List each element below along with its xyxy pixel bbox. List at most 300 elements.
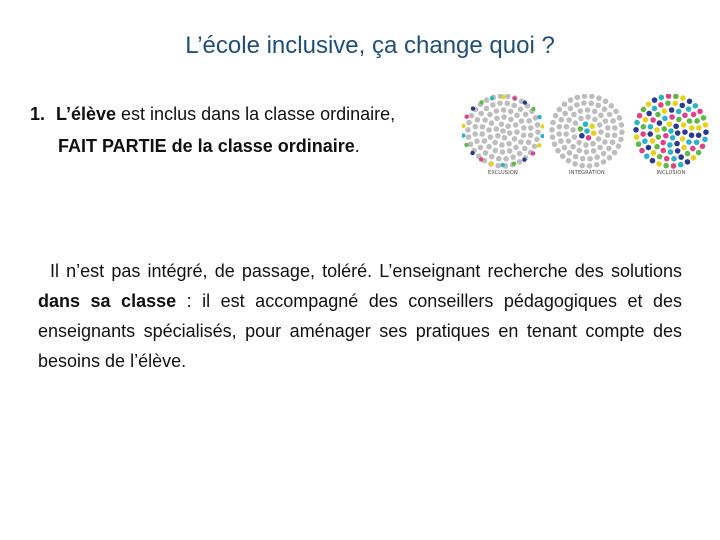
excluded-dot xyxy=(540,134,544,138)
dot xyxy=(572,161,578,167)
dot xyxy=(532,144,538,150)
dot xyxy=(681,122,687,128)
dot xyxy=(694,139,700,145)
dot xyxy=(495,163,501,169)
dot xyxy=(608,103,614,109)
dot xyxy=(671,156,677,162)
dot xyxy=(616,144,622,150)
excluded-dot xyxy=(462,133,466,137)
dot xyxy=(703,129,709,135)
dot xyxy=(517,159,523,165)
page-title: L’école inclusive, ça change quoi ? xyxy=(185,32,555,59)
dot xyxy=(606,146,612,152)
dot xyxy=(591,130,597,136)
dot xyxy=(701,115,707,121)
dot xyxy=(619,129,625,135)
point-number: 1. xyxy=(30,104,46,124)
dot xyxy=(673,94,679,99)
dot xyxy=(694,118,700,124)
dot xyxy=(586,135,592,141)
dot xyxy=(514,129,520,135)
dot xyxy=(670,135,676,141)
dot xyxy=(671,163,677,169)
dot xyxy=(644,153,650,159)
dot xyxy=(685,151,691,157)
point-line2-bold: FAIT PARTIE de la classe ordinaire xyxy=(58,136,355,156)
dot xyxy=(697,109,703,115)
dot xyxy=(654,144,660,150)
excluded-dot xyxy=(462,124,466,128)
excluded-dot xyxy=(512,96,516,100)
dot xyxy=(533,115,539,121)
excluded-dot xyxy=(489,161,493,165)
dot xyxy=(613,109,619,115)
dot xyxy=(563,131,569,137)
dot xyxy=(535,129,541,135)
dot xyxy=(494,108,500,114)
dot xyxy=(659,95,665,101)
excluded-dot xyxy=(522,158,526,162)
dot xyxy=(489,154,495,160)
dot xyxy=(696,150,702,156)
dot xyxy=(558,138,564,144)
point-1-line2 xyxy=(30,130,460,162)
dot xyxy=(496,156,502,162)
dot xyxy=(654,127,660,133)
dot xyxy=(642,138,648,144)
dot xyxy=(553,113,559,119)
exclusion-circle-image xyxy=(462,94,544,170)
dot xyxy=(601,159,607,165)
dot xyxy=(499,121,505,127)
dot xyxy=(504,101,510,107)
dot xyxy=(566,117,572,123)
dot xyxy=(502,135,508,141)
dot xyxy=(680,95,686,101)
dot xyxy=(603,118,609,124)
dot xyxy=(610,118,616,124)
dot xyxy=(650,117,656,123)
excluded-dot xyxy=(479,100,483,104)
dot xyxy=(514,112,520,118)
dot xyxy=(578,108,584,114)
dot xyxy=(647,131,653,137)
excluded-dot xyxy=(537,115,541,119)
point-1 xyxy=(30,98,460,162)
dot xyxy=(610,139,616,145)
dot xyxy=(663,163,669,169)
dot xyxy=(495,133,501,139)
dot xyxy=(617,115,623,121)
dot xyxy=(637,113,643,119)
dot xyxy=(687,118,693,124)
excluded-dot xyxy=(540,124,544,128)
integration-caption: INTEGRATION xyxy=(568,170,605,176)
dot xyxy=(585,107,591,113)
dot xyxy=(526,118,532,124)
dot xyxy=(468,141,474,147)
dot xyxy=(555,148,561,154)
dot xyxy=(579,163,585,169)
dot xyxy=(466,134,472,140)
dot xyxy=(521,132,527,138)
dot xyxy=(505,94,511,99)
dot xyxy=(686,106,692,112)
dot xyxy=(564,124,570,130)
dot xyxy=(584,128,590,134)
dot xyxy=(673,123,679,129)
inclusion-caption: INCLUSION xyxy=(656,170,686,176)
dot xyxy=(521,125,527,131)
dot xyxy=(592,109,598,115)
dot xyxy=(570,127,576,133)
dot xyxy=(482,138,488,144)
dot xyxy=(657,154,663,160)
dot xyxy=(576,140,582,146)
dot xyxy=(591,148,597,154)
dot xyxy=(595,103,601,109)
dot xyxy=(587,156,593,162)
dot xyxy=(568,106,574,112)
dot xyxy=(508,117,514,123)
dot xyxy=(583,142,589,148)
dot xyxy=(466,120,472,126)
dot xyxy=(689,125,695,131)
dot xyxy=(651,150,657,156)
dot xyxy=(519,118,525,124)
dot xyxy=(667,142,673,148)
dot xyxy=(602,106,608,112)
dot xyxy=(501,114,507,120)
excluded-dot xyxy=(471,106,475,110)
dot xyxy=(500,128,506,134)
dot xyxy=(513,145,519,151)
dot xyxy=(475,117,481,123)
dot xyxy=(597,145,603,151)
exclusion-diagram xyxy=(462,94,544,180)
excluded-dot xyxy=(501,95,505,99)
dot xyxy=(578,126,584,132)
dot xyxy=(675,148,681,154)
dot xyxy=(605,132,611,138)
dot xyxy=(656,161,662,167)
dot xyxy=(652,106,658,112)
dot xyxy=(674,141,680,147)
dot xyxy=(552,141,558,147)
dot xyxy=(662,126,668,132)
dot xyxy=(478,111,484,117)
dot xyxy=(503,156,509,162)
dot xyxy=(668,149,674,155)
dot xyxy=(687,99,693,105)
dot xyxy=(692,103,698,109)
dot xyxy=(662,108,668,114)
excluded-dot xyxy=(512,161,516,165)
dot xyxy=(556,131,562,137)
dot xyxy=(472,131,478,137)
dot xyxy=(633,127,639,133)
dot xyxy=(507,130,513,136)
dot xyxy=(560,153,566,159)
dot xyxy=(646,101,652,107)
dot xyxy=(568,97,574,103)
excluded-dot xyxy=(501,163,505,167)
dot xyxy=(669,114,675,120)
dot xyxy=(528,125,534,131)
dot xyxy=(474,138,480,144)
dot xyxy=(581,100,587,106)
dot xyxy=(691,155,697,161)
dot xyxy=(596,95,602,101)
excluded-dot xyxy=(464,143,468,147)
dot xyxy=(567,150,573,156)
dot xyxy=(557,107,563,113)
excluded-dot xyxy=(490,96,494,100)
dot xyxy=(590,141,596,147)
dot xyxy=(526,139,532,145)
dot xyxy=(605,125,611,131)
dot xyxy=(648,124,654,130)
dot xyxy=(559,117,565,123)
dot xyxy=(494,116,500,122)
dot xyxy=(562,111,568,117)
dot xyxy=(505,123,511,129)
dot xyxy=(508,109,514,115)
dot xyxy=(588,101,594,107)
dot xyxy=(492,140,498,146)
dot xyxy=(562,145,568,151)
dot xyxy=(484,106,490,112)
dot xyxy=(676,117,682,123)
dot xyxy=(618,137,624,143)
dot xyxy=(584,149,590,155)
dot xyxy=(656,134,662,140)
dot xyxy=(501,107,507,113)
dot xyxy=(639,148,645,154)
dot xyxy=(550,134,556,140)
dot xyxy=(587,163,593,169)
dot xyxy=(506,141,512,147)
dot xyxy=(469,113,475,119)
dot xyxy=(473,124,479,130)
inclusion-circle-image xyxy=(630,94,712,170)
dot xyxy=(566,138,572,144)
dot xyxy=(572,134,578,140)
dot xyxy=(487,112,493,118)
dot xyxy=(562,101,568,107)
dot xyxy=(696,132,702,138)
dot xyxy=(489,120,495,126)
dot xyxy=(686,139,692,145)
dot xyxy=(658,102,664,108)
excluded-dot xyxy=(465,114,469,118)
dot xyxy=(479,131,485,137)
dot xyxy=(518,106,524,112)
dot xyxy=(646,145,652,151)
dot xyxy=(612,125,618,131)
dot xyxy=(691,112,697,118)
dot xyxy=(636,141,642,147)
dot xyxy=(592,117,598,123)
dot xyxy=(523,112,529,118)
excluded-dot xyxy=(531,107,535,111)
dot xyxy=(483,150,489,156)
dot xyxy=(482,117,488,123)
dot xyxy=(534,137,540,143)
dot xyxy=(597,122,603,128)
dot xyxy=(492,148,498,154)
dot xyxy=(607,112,613,118)
dot xyxy=(500,149,506,155)
dot xyxy=(676,109,682,115)
dot xyxy=(640,131,646,137)
dot xyxy=(602,139,608,145)
dot xyxy=(488,134,494,140)
point-line2-end: . xyxy=(354,136,360,156)
dot xyxy=(607,155,613,161)
dot xyxy=(652,97,658,103)
point-line1-rest: est inclus dans la classe ordinaire, xyxy=(116,104,396,124)
inclusion-diagrams xyxy=(462,94,720,184)
dot xyxy=(573,154,579,160)
dot xyxy=(657,120,663,126)
dot xyxy=(641,107,647,113)
dot xyxy=(634,120,640,126)
excluded-dot xyxy=(470,151,474,155)
dot xyxy=(484,97,490,103)
dot xyxy=(601,151,607,157)
dot xyxy=(655,112,661,118)
dot xyxy=(486,144,492,150)
excluded-dot xyxy=(537,143,541,147)
dot xyxy=(685,159,691,165)
dot xyxy=(589,123,595,129)
dot xyxy=(682,129,688,135)
excluded-dot xyxy=(523,100,527,104)
dot xyxy=(641,124,647,130)
point-line1-bold: L’élève xyxy=(56,104,117,124)
dot xyxy=(573,120,579,126)
dot xyxy=(566,158,572,164)
dot xyxy=(494,126,500,132)
excluded-dot xyxy=(531,151,535,155)
dot xyxy=(690,146,696,152)
dot xyxy=(517,151,523,157)
dot xyxy=(650,138,656,144)
dot xyxy=(665,100,671,106)
dot xyxy=(589,94,595,99)
dot xyxy=(660,148,666,154)
dot xyxy=(646,111,652,117)
dot xyxy=(574,102,580,108)
dot xyxy=(650,158,656,164)
dot xyxy=(486,127,492,133)
explanation-paragraph xyxy=(38,256,682,376)
dot xyxy=(678,162,684,168)
dot xyxy=(603,99,609,105)
dot xyxy=(675,130,681,136)
dot xyxy=(662,116,668,122)
dot xyxy=(499,142,505,148)
dot xyxy=(512,136,518,142)
dot xyxy=(681,145,687,151)
paragraph-bold: dans sa classe xyxy=(38,291,177,311)
dot xyxy=(576,148,582,154)
dot xyxy=(696,125,702,131)
dot xyxy=(664,156,670,162)
dot xyxy=(598,112,604,118)
dot xyxy=(680,136,686,142)
dot xyxy=(513,122,519,128)
dot xyxy=(703,122,709,128)
dot xyxy=(660,140,666,146)
dot xyxy=(682,112,688,118)
dot xyxy=(549,127,555,133)
dot xyxy=(669,107,675,113)
inclusion-diagram xyxy=(630,94,712,180)
paragraph-part2: : il est accompagné des conseillers pédagogiques et des enseignants spécialisés, pour aménager ses pratiques en tenant compte des besoins de l’élève. xyxy=(38,291,682,371)
dot xyxy=(580,156,586,162)
integration-diagram xyxy=(546,94,628,180)
dot xyxy=(511,103,517,109)
dot xyxy=(666,94,672,99)
dot xyxy=(518,139,524,145)
dot xyxy=(528,132,534,138)
dot xyxy=(522,146,528,152)
dot xyxy=(594,162,600,168)
paragraph-part1: Il n’est pas intégré, de passage, toléré. L’enseignant recherche des solutions xyxy=(50,261,682,281)
dot xyxy=(465,127,471,133)
dot xyxy=(478,145,484,151)
dot xyxy=(582,94,588,99)
dot xyxy=(579,133,585,139)
dot xyxy=(667,121,673,127)
dot xyxy=(575,95,581,101)
dot xyxy=(596,136,602,142)
dot xyxy=(585,114,591,120)
excluded-dot xyxy=(479,157,483,161)
dot xyxy=(679,103,685,109)
exclusion-caption: EXCLUSION xyxy=(487,170,519,176)
dot xyxy=(634,134,640,140)
dot xyxy=(490,102,496,108)
dot xyxy=(583,121,589,127)
dot xyxy=(612,150,618,156)
dot xyxy=(535,122,541,128)
dot xyxy=(702,137,708,143)
dot xyxy=(689,132,695,138)
dot xyxy=(672,101,678,107)
point-1-line1 xyxy=(30,98,460,130)
dot xyxy=(678,154,684,160)
dot xyxy=(594,154,600,160)
dot xyxy=(571,112,577,118)
dot xyxy=(619,122,625,128)
dot xyxy=(643,117,649,123)
dot xyxy=(507,148,513,154)
dot xyxy=(663,133,669,139)
dot xyxy=(578,116,584,122)
dot xyxy=(557,124,563,130)
dot xyxy=(700,144,706,150)
dot xyxy=(598,129,604,135)
integration-circle-image xyxy=(546,94,628,170)
dot xyxy=(480,124,486,130)
dot xyxy=(612,132,618,138)
dot xyxy=(570,144,576,150)
dot xyxy=(550,120,556,126)
dot xyxy=(668,128,674,134)
